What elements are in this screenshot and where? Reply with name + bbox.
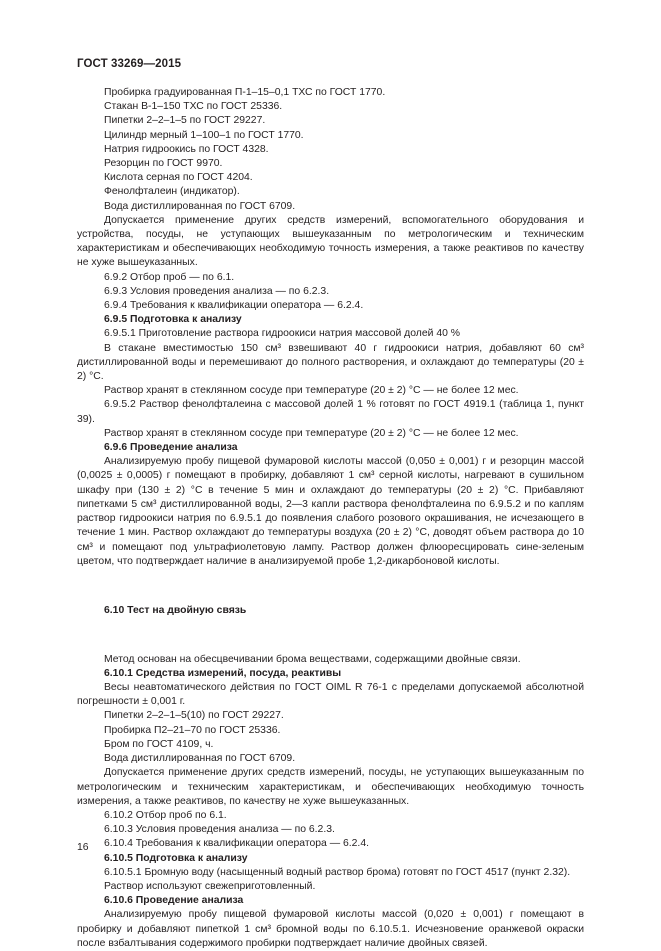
paragraph: Раствор используют свежеприготовленный. [104, 880, 316, 892]
paragraph: Допускается применение других средств измерений, вспомогательного оборудования и устройства, посуды, не уступающих вышеуказанным по метрологическим и техническим характеристикам и обеспечивающих необходимую точность измерения, а также реактивов по качеству не хуже вышеуказанных. [77, 214, 584, 269]
paragraph: 6.10.4 Требования к квалификации оператора — 6.2.4. [104, 838, 369, 850]
paragraph: 6.10.2 Отбор проб по 6.1. [104, 809, 227, 821]
paragraph: Метод основан на обесцвечивании брома веществами, содержащими двойные связи. [104, 653, 521, 665]
section-heading: 6.10 Тест на двойную связь [104, 604, 247, 616]
paragraph: 6.10.3 Условия проведения анализа — по 6.2.3. [104, 824, 335, 836]
section-heading: 6.9.5 Подготовка к анализу [104, 314, 242, 326]
paragraph: Цилиндр мерный 1–100–1 по ГОСТ 1770. [104, 129, 304, 141]
paragraph: Вода дистиллированная по ГОСТ 6709. [104, 753, 296, 765]
paragraph: 6.9.3 Условия проведения анализа — по 6.2.3. [104, 285, 330, 297]
paragraph: 6.9.4 Требования к квалификации оператора — 6.2.4. [104, 300, 364, 312]
paragraph: Стакан В-1–150 ТХС по ГОСТ 25336. [104, 101, 283, 113]
paragraph: Анализируемую пробу пищевой фумаровой кислоты массой (0,050 ± 0,001) г и резорцин массой (0,0025 ± 0,0005) г помещают в пробирку, добавляют 1 см³ серной кислоты, нагревают в сушильном шкафу при (130 ± 2) °С в течение 5 мин и охлаждают до температуры (20 ± 2) °С. Прибавляют пипетками 5 см³ дистиллированной воды, 2—3 капли раствора фенолфталеина по 6.9.5.2 и по каплям раствор гидроокиси натрия по 6.9.5.1 до появления слабого розового окрашивания, не исчезающего в течение 1 мин. Раствор охлаждают до температуры воздуха (20 ± 2) °С, доводят объем раствора до 10 см³ и помещают под ультрафиолетовую лампу. Раствор должен флюоресцировать сине-зеленым цветом, что подтверждает наличие в анализируемой пробе 1,2-дикарбоновой кислоты. [77, 456, 584, 567]
paragraph-spacer [77, 628, 584, 642]
paragraph: 6.10.5.1 Бромную воду (насыщенный водный раствор брома) готовят по ГОСТ 4517 (пункт 2.32). [104, 866, 571, 878]
paragraph: 6.9.5.2 Раствор фенолфталеина с массовой долей 1 % готовят по ГОСТ 4919.1 (таблица 1, пункт 39). [77, 399, 584, 425]
paragraph: Весы неавтоматического действия по ГОСТ OIML R 76-1 с пределами допускаемой абсолютной погрешности ± 0,001 г. [77, 682, 584, 708]
section-heading: 6.10.6 Проведение анализа [104, 895, 244, 907]
paragraph: Пробирка П2–21–70 по ГОСТ 25336. [104, 724, 281, 736]
paragraph: Раствор хранят в стеклянном сосуде при температуре (20 ± 2) °С — не более 12 мес. [104, 427, 519, 439]
paragraph-spacer [77, 579, 584, 593]
section-heading: 6.9.6 Проведение анализа [104, 442, 238, 454]
page-number: 16 [77, 842, 89, 853]
paragraph: Вода дистиллированная по ГОСТ 6709. [104, 200, 296, 212]
paragraph: Натрия гидроокись по ГОСТ 4328. [104, 143, 269, 155]
section-heading: 6.10.5 Подготовка к анализу [104, 852, 248, 864]
paragraph: Пробирка градуированная П-1–15–0,1 ТХС по ГОСТ 1770. [104, 87, 386, 98]
paragraph: Допускается применение других средств измерений, посуды, не уступающих вышеуказанным по метрологическим и техническим характеристикам, и обеспечивающих необходимую точность измерения, а также реактивов, по качеству не хуже вышеуказанных. [77, 767, 584, 807]
paragraph: Бром по ГОСТ 4109, ч. [104, 738, 214, 750]
section-heading: 6.10.1 Средства измерений, посуда, реактивы [104, 667, 342, 679]
standard-header: ГОСТ 33269—2015 [77, 58, 182, 70]
paragraph: 6.9.2 Отбор проб — по 6.1. [104, 271, 235, 283]
paragraph: В стакане вместимостью 150 см³ взвешивают 40 г гидроокиси натрия, добавляют 60 см³ дистиллированной воды и перемешивают до полного растворения, и охлаждают до температуры (20 ± 2) °С. [77, 342, 584, 383]
paragraph: Анализируемую пробу пищевой фумаровой кислоты массой (0,020 ± 0,001) г помещают в пробирку и добавляют пипеткой 1 см³ бромной воды по 6.10.5.1. Исчезновение оранжевой окраски после взбалтывания содержимого пробирки подтверждает наличие двойных связей. [77, 909, 584, 949]
paragraph: Резорцин по ГОСТ 9970. [104, 158, 223, 170]
paragraph: Раствор хранят в стеклянном сосуде при температуре (20 ± 2) °С — не более 12 мес. [104, 385, 519, 397]
document-body [77, 86, 584, 951]
paragraph: 6.9.5.1 Приготовление раствора гидроокиси натрия массовой долей 40 % [104, 328, 460, 340]
paragraph: Кислота серная по ГОСТ 4204. [104, 172, 253, 184]
paragraph: Пипетки 2–2–1–5(10) по ГОСТ 29227. [104, 710, 284, 722]
paragraph: Пипетки 2–2–1–5 по ГОСТ 29227. [104, 115, 266, 127]
paragraph: Фенолфталеин (индикатор). [104, 186, 240, 198]
